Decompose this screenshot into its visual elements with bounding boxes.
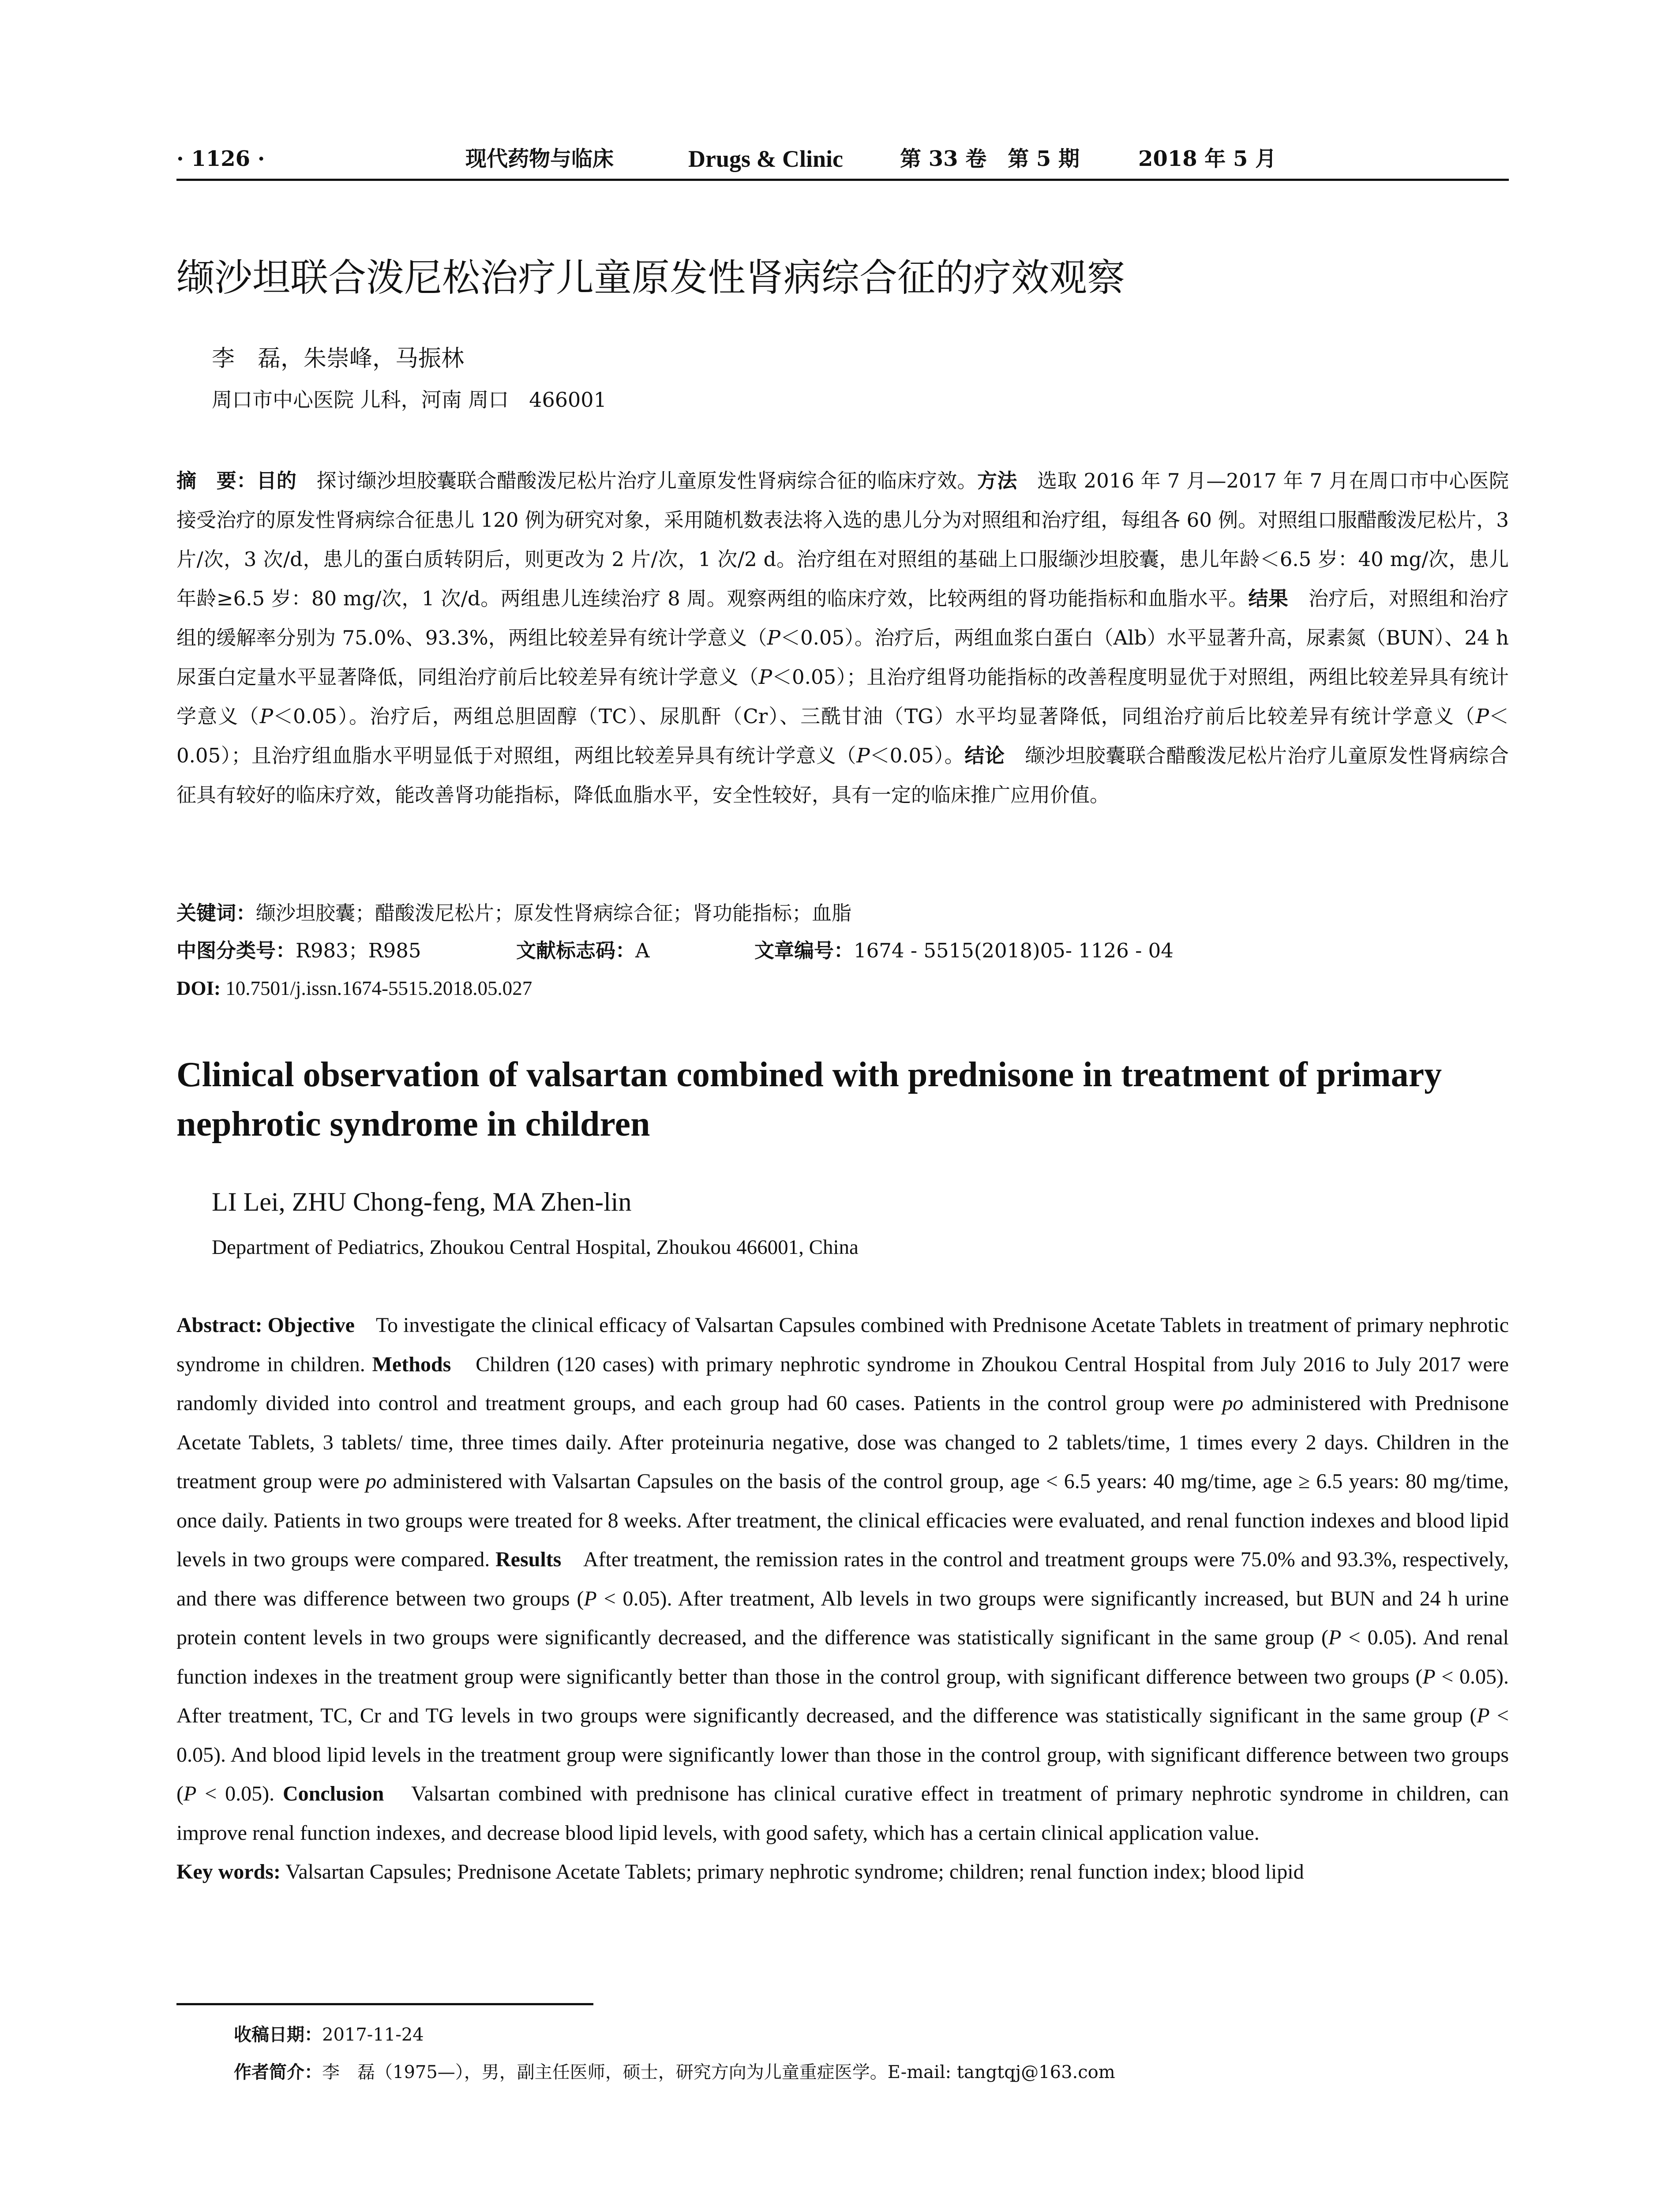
chinese-affiliation: 周口市中心医院 儿科，河南 周口 466001: [212, 388, 607, 412]
keywords-text-cn: 缬沙坦胶囊；醋酸泼尼松片；原发性肾病综合征；肾功能指标；血脂: [256, 901, 852, 925]
p-value-symbol: P: [259, 705, 273, 728]
objective-text-cn: 探讨缬沙坦胶囊联合醋酸泼尼松片治疗儿童原发性肾病综合征的临床疗效。: [296, 469, 977, 492]
p-value-symbol: P: [1475, 705, 1489, 728]
results-text-en: After treatment, the remission rates in the control and treatment groups were 75.0% and 93.3%, respectively, and there was difference between two groups (: [176, 1548, 1509, 1610]
conclusion-label-en: Conclusion: [282, 1782, 384, 1805]
doc-code-label: 文献标志码：: [516, 939, 636, 962]
keywords-text-en: Valsartan Capsules; Prednisone Acetate Tablets; primary nephrotic syndrome; children; renal function index; blood lipid: [280, 1860, 1304, 1883]
objective-label-cn: 目的: [256, 469, 297, 492]
results-text-en: < 0.05). And renal function indexes in the treatment group were significantly better than those in the control group, with significant difference between two groups (: [176, 1626, 1509, 1688]
po-abbrev: po: [1222, 1392, 1244, 1415]
keywords-label-cn: 关键词：: [176, 901, 256, 925]
volume-issue: 第 33 卷 第 5 期: [900, 146, 1080, 171]
article-no-block: [754, 933, 1174, 968]
received-value: 2017-11-24: [322, 2025, 424, 2045]
results-text-en: < 0.05).: [196, 1782, 283, 1805]
p-value-symbol: P: [758, 665, 772, 689]
results-text-cn: ＜0.05）。: [870, 744, 965, 767]
journal-name-cn: 现代药物与临床: [465, 146, 614, 171]
results-text-cn: ＜0.05）；且治疗组血脂水平明显低于对照组，两组比较差异具有统计学意义（: [176, 705, 1509, 767]
results-label-en: Results: [495, 1548, 562, 1571]
results-text-en: < 0.05). After treatment, TC, Cr and TG levels in two groups were significantly decreased, and the difference was statistically significant in the same group (: [176, 1665, 1509, 1727]
methods-text-en: administered with Prednisone Acetate Tablets, 3 tablets/ time, three times daily. After proteinuria negative, dose was changed to 2 tablets/time, 1 times every 2 days. Children in the treatment group were: [176, 1392, 1509, 1493]
english-abstract: [176, 1306, 1509, 1892]
chinese-authors: 李 磊，朱崇峰，马振林: [212, 345, 465, 372]
chinese-abstract: [176, 461, 1509, 814]
running-header: [176, 143, 1509, 181]
p-value-symbol: P: [584, 1587, 597, 1610]
author-bio-value: 李 磊（1975—），男，副主任医师，硕士，研究方向为儿童重症医学。E-mail: tangtqj@163.com: [322, 2062, 1115, 2082]
methods-label-en: Methods: [372, 1352, 451, 1376]
author-bio-note: [234, 2058, 1115, 2083]
english-title: Clinical observation of valsartan combined with prednisone in treatment of primary nephrotic syndrome in children: [176, 1055, 1442, 1144]
objective-text-en: To investigate the clinical efficacy of Valsartan Capsules combined with Prednisone Acetate Tablets in treatment of primary nephrotic syndrome in children.: [176, 1313, 1509, 1376]
doc-code-block: [516, 933, 754, 968]
chinese-keywords: [176, 896, 1509, 931]
keywords-label-en: Key words:: [176, 1860, 281, 1883]
journal-name-en: Drugs & Clinic: [688, 146, 843, 172]
issue-date: 2018 年 5 月: [1138, 146, 1277, 171]
p-value-symbol: P: [767, 626, 780, 649]
methods-text-cn: 选取 2016 年 7 月—2017 年 7 月在周口市中心医院接受治疗的原发性肾病综合征患儿 120 例为研究对象，采用随机数表法将入选的患儿分为对照组和治疗组，每组各 60 例。对照组口服醋酸泼尼松片，3 片/次，3 次/d，患儿的蛋白质转阴后，则更改为 2 片/次，1 次/2 d。治疗组在对照组的基础上口服缬沙坦胶囊，患儿年龄＜6.5 岁：40 mg/次，患儿年龄≥6.5 岁：80 mg/次，1 次/d。两组患儿连续治疗 8 周。观察两组的临床疗效，比较两组的肾功能指标和血脂水平。: [176, 469, 1509, 610]
received-date-note: [234, 2021, 424, 2046]
methods-text-en: Children (120 cases) with primary nephrotic syndrome in Zhoukou Central Hospital from July 2016 to July 2017 were randomly divided into control and treatment groups, and each group had 60 cases. Patients in the control group were: [176, 1352, 1509, 1415]
doi-label: DOI:: [176, 977, 221, 999]
clc-value: R983；R985: [296, 939, 421, 962]
author-bio-label: 作者简介：: [234, 2062, 322, 2082]
footnote-divider: [176, 2003, 593, 2005]
english-authors: LI Lei, ZHU Chong-feng, MA Zhen-lin: [212, 1187, 632, 1216]
english-affiliation: Department of Pediatrics, Zhoukou Central Hospital, Zhoukou 466001, China: [212, 1236, 859, 1259]
results-text-cn: 治疗后，对照组和治疗组的缓解率分别为 75.0%、93.3%，两组比较差异有统计学意义（: [176, 587, 1509, 649]
clc-label: 中图分类号：: [176, 939, 296, 962]
page-number: · 1126 ·: [176, 146, 265, 171]
p-value-symbol: P: [1422, 1665, 1436, 1688]
methods-label-cn: 方法: [977, 469, 1017, 492]
conclusion-text-en: Valsartan combined with prednisone has clinical curative effect in treatment of primary nephrotic syndrome in children, can improve renal function indexes, and decrease blood lipid levels, with good safety, which has a certain clinical application value.: [176, 1782, 1509, 1845]
conclusion-text-cn: 缬沙坦胶囊联合醋酸泼尼松片治疗儿童原发性肾病综合征具有较好的临床疗效，能改善肾功能指标，降低血脂水平，安全性较好，具有一定的临床推广应用价值。: [176, 744, 1509, 807]
article-no-value: 1674 - 5515(2018)05- 1126 - 04: [854, 939, 1174, 962]
p-value-symbol: P: [856, 744, 870, 767]
article-no-label: 文章编号：: [754, 939, 854, 962]
abstract-label-cn: 摘 要：: [176, 469, 257, 492]
classification-line: [176, 933, 1509, 968]
results-text-cn: ＜0.05）。治疗后，两组血浆白蛋白（Alb）水平显著升高，尿素氮（BUN）、24 h 尿蛋白定量水平显著降低，同组治疗前后比较差异有统计学意义（: [176, 626, 1509, 689]
results-text-en: < 0.05). And blood lipid levels in the treatment group were significantly lower than those in the control group, with significant difference between two groups (: [176, 1704, 1509, 1805]
doi-line: [176, 971, 532, 1006]
po-abbrev: po: [365, 1470, 387, 1493]
doc-code-value: A: [635, 939, 650, 962]
results-text-cn: ＜0.05）。治疗后，两组总胆固醇（TC）、尿肌酐（Cr）、三酰甘油（TG）水平均显著降低，同组治疗前后比较差异有统计学意义（: [273, 705, 1476, 728]
received-label: 收稿日期：: [234, 2025, 322, 2045]
p-value-symbol: P: [1328, 1626, 1342, 1649]
doi-value: 10.7501/j.issn.1674-5515.2018.05.027: [221, 977, 532, 999]
results-text-en: < 0.05). After treatment, Alb levels in two groups were significantly increased, but BUN and 24 h urine protein content levels in two groups were significantly decreased, and the difference was statistically significant in the same group (: [176, 1587, 1509, 1649]
abstract-label-en: Abstract:: [176, 1313, 262, 1337]
p-value-symbol: P: [183, 1782, 197, 1805]
results-text-cn: ＜0.05）；且治疗组肾功能指标的改善程度明显优于对照组，两组比较差异具有统计学意义（: [176, 665, 1509, 728]
chinese-title: 缬沙坦联合泼尼松治疗儿童原发性肾病综合征的疗效观察: [176, 256, 1125, 300]
results-label-cn: 结果: [1248, 587, 1289, 610]
objective-label-en: Objective: [262, 1313, 355, 1337]
methods-text-en: administered with Valsartan Capsules on the basis of the control group, age < 6.5 years: 40 mg/time, age ≥ 6.5 years: 80 mg/time, once daily. Patients in two groups were treated for 8 weeks. After treatment, the clinical efficacies were evaluated, and renal function indexes and blood lipid levels in two groups were compared.: [176, 1470, 1509, 1571]
conclusion-label-cn: 结论: [964, 744, 1005, 767]
p-value-symbol: P: [1477, 1704, 1490, 1727]
clc-block: [176, 933, 516, 968]
